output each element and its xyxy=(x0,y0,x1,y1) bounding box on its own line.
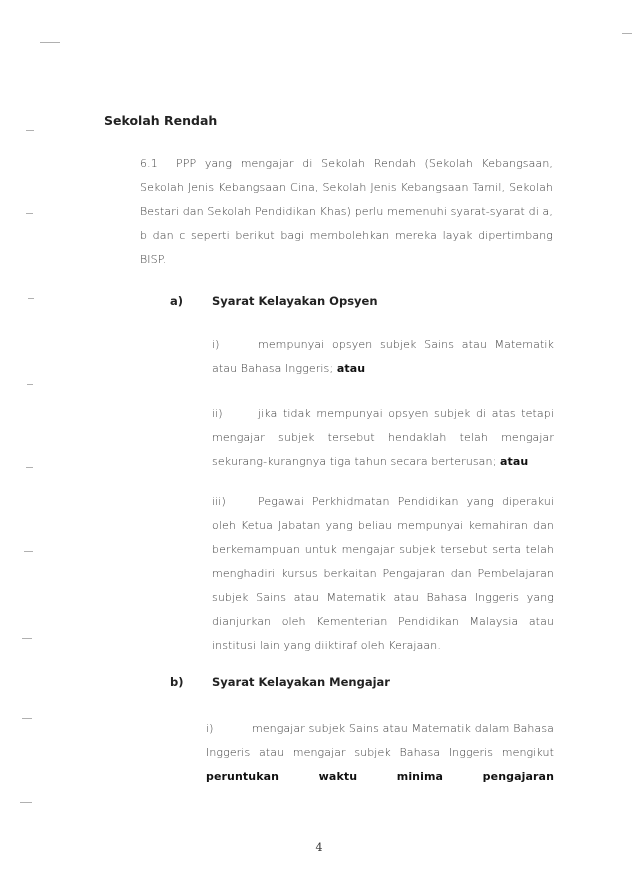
item-roman: iii) xyxy=(212,495,226,508)
item-text: Pegawai Perkhidmatan Pendidikan yang diperakui oleh Ketua Jabatan yang beliau mempunyai kemahiran dan berkemampuan untuk mengajar subjek tersebut serta telah menghadiri kursus berkaitan Pengajaran dan Pembelajaran subjek Sains atau Matematik atau Bahasa Inggeris yang dianjurkan oleh Kementerian Pendidikan Malaysia atau institusi lain yang diiktiraf oleh Kerajaan. xyxy=(212,495,554,652)
item-emphasis: peruntukan waktu minima pengajaran xyxy=(206,770,554,783)
list-item xyxy=(212,333,554,381)
page-number: 4 xyxy=(315,841,323,854)
scan-mark xyxy=(22,638,32,639)
scan-mark xyxy=(622,33,632,34)
item-text: mengajar subjek Sains atau Matematik dalam Bahasa Inggeris atau mengajar subjek Bahasa Inggeris mengikut xyxy=(206,722,554,759)
scan-mark xyxy=(26,213,33,214)
item-text: jika tidak mempunyai opsyen subjek di atas tetapi mengajar subjek tersebut hendaklah telah mengajar sekurang-kurangnya tiga tahun secara berterusan; xyxy=(212,407,554,468)
paragraph-number: 6.1 xyxy=(140,157,158,170)
scan-mark xyxy=(22,718,32,719)
item-emphasis: atau xyxy=(500,455,529,468)
subsection-title: Syarat Kelayakan Mengajar xyxy=(212,675,390,689)
list-item xyxy=(212,490,554,658)
list-item xyxy=(206,717,554,789)
item-roman: i) xyxy=(206,722,214,735)
subsection-letter: a) xyxy=(170,294,184,308)
item-roman: ii) xyxy=(212,407,223,420)
scan-mark xyxy=(28,298,34,299)
scan-mark xyxy=(24,551,33,552)
intro-paragraph xyxy=(140,152,553,272)
list-item xyxy=(212,402,554,474)
scan-mark xyxy=(27,384,33,385)
subsection-b-heading xyxy=(170,675,390,689)
paragraph-text: PPP yang mengajar di Sekolah Rendah (Sekolah Kebangsaan, Sekolah Jenis Kebangsaan Cina, Sekolah Jenis Kebangsaan Tamil, Sekolah Bestari dan Sekolah Pendidikan Khas) perlu memenuhi syarat-syarat di a, b dan c seperti berikut bagi membolehkan mereka layak dipertimbang BISP. xyxy=(140,157,553,266)
scan-mark xyxy=(26,467,33,468)
section-heading: Sekolah Rendah xyxy=(104,113,218,128)
subsection-title: Syarat Kelayakan Opsyen xyxy=(212,294,378,308)
scan-mark xyxy=(40,42,60,43)
scan-mark xyxy=(26,130,34,131)
subsection-letter: b) xyxy=(170,675,184,689)
subsection-a-heading xyxy=(170,294,378,308)
item-emphasis: atau xyxy=(336,362,366,375)
scan-mark xyxy=(20,802,32,803)
item-text: mempunyai opsyen subjek Sains atau Matematik atau Bahasa Inggeris; xyxy=(212,338,554,375)
item-roman: i) xyxy=(212,338,220,351)
